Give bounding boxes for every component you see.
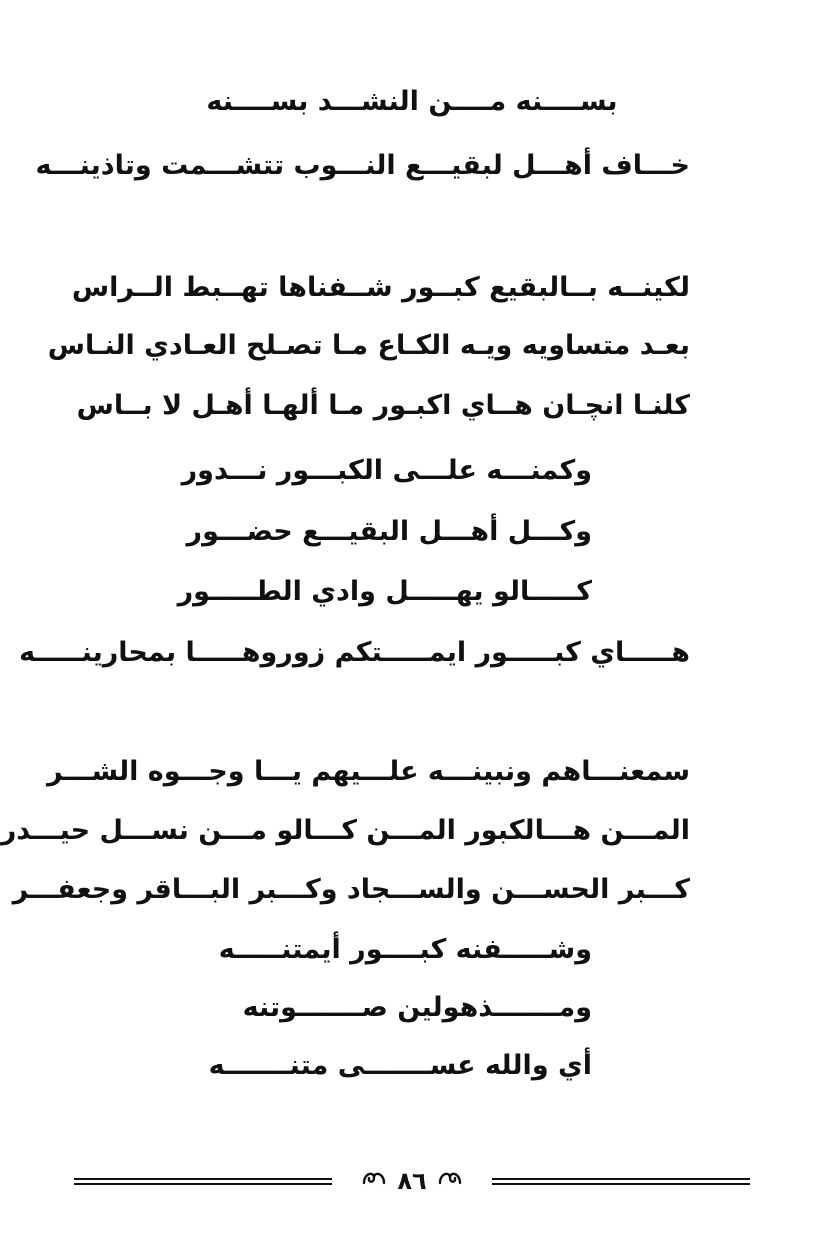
verse-line: كـــــالو يهـــــل وادي الطـــــور — [177, 576, 592, 607]
verse-line: سمعنـــاهم ونبينـــه علـــيهم يـــا وجـــوه الشـــر — [47, 756, 690, 787]
verse-line: لكينــه بــالبقيع كبــور شــفناها تهــبط الــراس — [71, 272, 690, 303]
verse-line: كـــبر الحســـن والســـجاد وكـــبر البـــاقر وجعفـــر — [12, 874, 690, 905]
ornament-left-icon — [361, 1163, 387, 1199]
verse-line: خـــاف أهـــل لبقيـــع النـــوب تتشـــمت وتاذينـــه — [35, 150, 690, 181]
ornament-right-icon — [437, 1163, 463, 1199]
verse-line: بعـد متساويه ويـه الكـاع مـا تصـلح العـادي النـاس — [47, 330, 690, 361]
verse-line: كلنـا انچـان هــاي اكبـور مـا ألهـا أهـل لا بــاس — [76, 390, 690, 421]
page-footer — [74, 1163, 750, 1199]
footer-rule-left — [74, 1178, 332, 1185]
folio — [354, 1163, 470, 1199]
verse-line: هـــــاي كبـــــور ايمـــــتكم زوروهـــــا بمحارينـــــه — [19, 637, 690, 668]
footer-rule-right — [492, 1178, 750, 1185]
verse-line: وشـــــفنه كبــــور أيمتنـــــه — [218, 934, 592, 965]
page-number: ٨٦ — [397, 1167, 427, 1195]
verse-line: أي والله عســـــــى متنـــــــه — [208, 1050, 592, 1081]
verse-line: وكمنـــه علـــى الكبـــور نـــدور — [181, 455, 592, 486]
verse-line: ومـــــــذهولين صـــــــوتنه — [242, 992, 592, 1023]
poem-title: بســــنه مــــن النشـــد بســــنه — [206, 86, 618, 117]
verse-line: المـــن هـــالكبور المـــن كـــالو مـــن نســـل حيـــدر — [0, 815, 690, 846]
verse-line: وكـــل أهـــل البقيـــع حضـــور — [186, 516, 592, 547]
